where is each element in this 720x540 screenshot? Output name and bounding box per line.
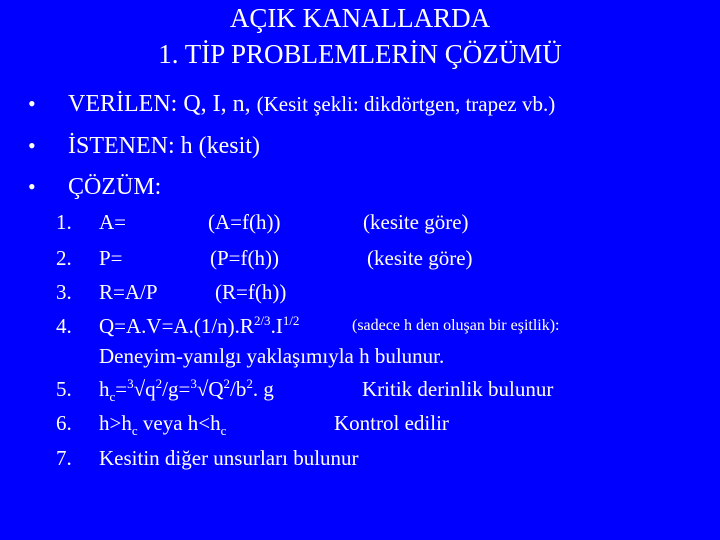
wanted-label: İSTENEN: h (kesit) bbox=[68, 133, 260, 159]
step-expression: Kesitin diğer unsurları bulunur bbox=[99, 446, 359, 470]
step-note: (kesite göre) bbox=[363, 210, 469, 234]
step-note: (kesite göre) bbox=[367, 246, 473, 270]
step-note: Kontrol edilir bbox=[334, 411, 449, 435]
step-number: 1. bbox=[56, 210, 72, 234]
step-expression: $Q=A.V=A.(1/n).R^{2/3}.I^{1/2}$ bbox=[99, 313, 300, 338]
step-number: 2. bbox=[56, 246, 72, 270]
step-expression: P= bbox=[99, 246, 123, 270]
step-number: 5. bbox=[56, 377, 72, 401]
solution-label: ÇÖZÜM: bbox=[68, 174, 162, 200]
bullet-marker: • bbox=[28, 133, 36, 158]
step-note: Kritik derinlik bulunur bbox=[362, 377, 554, 401]
title-line-2: 1. TİP PROBLEMLERİN ÇÖZÜMÜ bbox=[158, 39, 562, 69]
step-number: 6. bbox=[56, 411, 72, 435]
given-label: VERİLEN: Q, I, n, bbox=[68, 91, 257, 117]
given-note: (Kesit şekli: dikdörtgen, trapez vb.) bbox=[256, 92, 556, 116]
step-function: (P=f(h)) bbox=[210, 246, 279, 270]
step-function: (A=f(h)) bbox=[208, 210, 281, 234]
step-continuation: Deneyim-yanılgı yaklaşımıyla h bulunur. bbox=[99, 344, 445, 368]
step-number: 4. bbox=[56, 314, 72, 338]
bullet-marker: • bbox=[28, 91, 36, 116]
step-expression: $h>h_c$ veya $h<h_c$ bbox=[99, 411, 227, 439]
step-number: 3. bbox=[56, 280, 72, 304]
step-number: 7. bbox=[56, 446, 72, 470]
title-line-1: AÇIK KANALLARDA bbox=[229, 3, 491, 33]
step-note: (sadece h den oluşan bir eşitlik): bbox=[352, 317, 560, 334]
step-function: (R=f(h)) bbox=[215, 280, 287, 304]
step-expression: A= bbox=[99, 210, 127, 234]
step-expression: R=A/P bbox=[99, 280, 158, 304]
step-expression: $h_c=^3√q^2/g=^3√Q^2/b^2$. g bbox=[99, 376, 274, 405]
bullet-marker: • bbox=[28, 174, 36, 199]
